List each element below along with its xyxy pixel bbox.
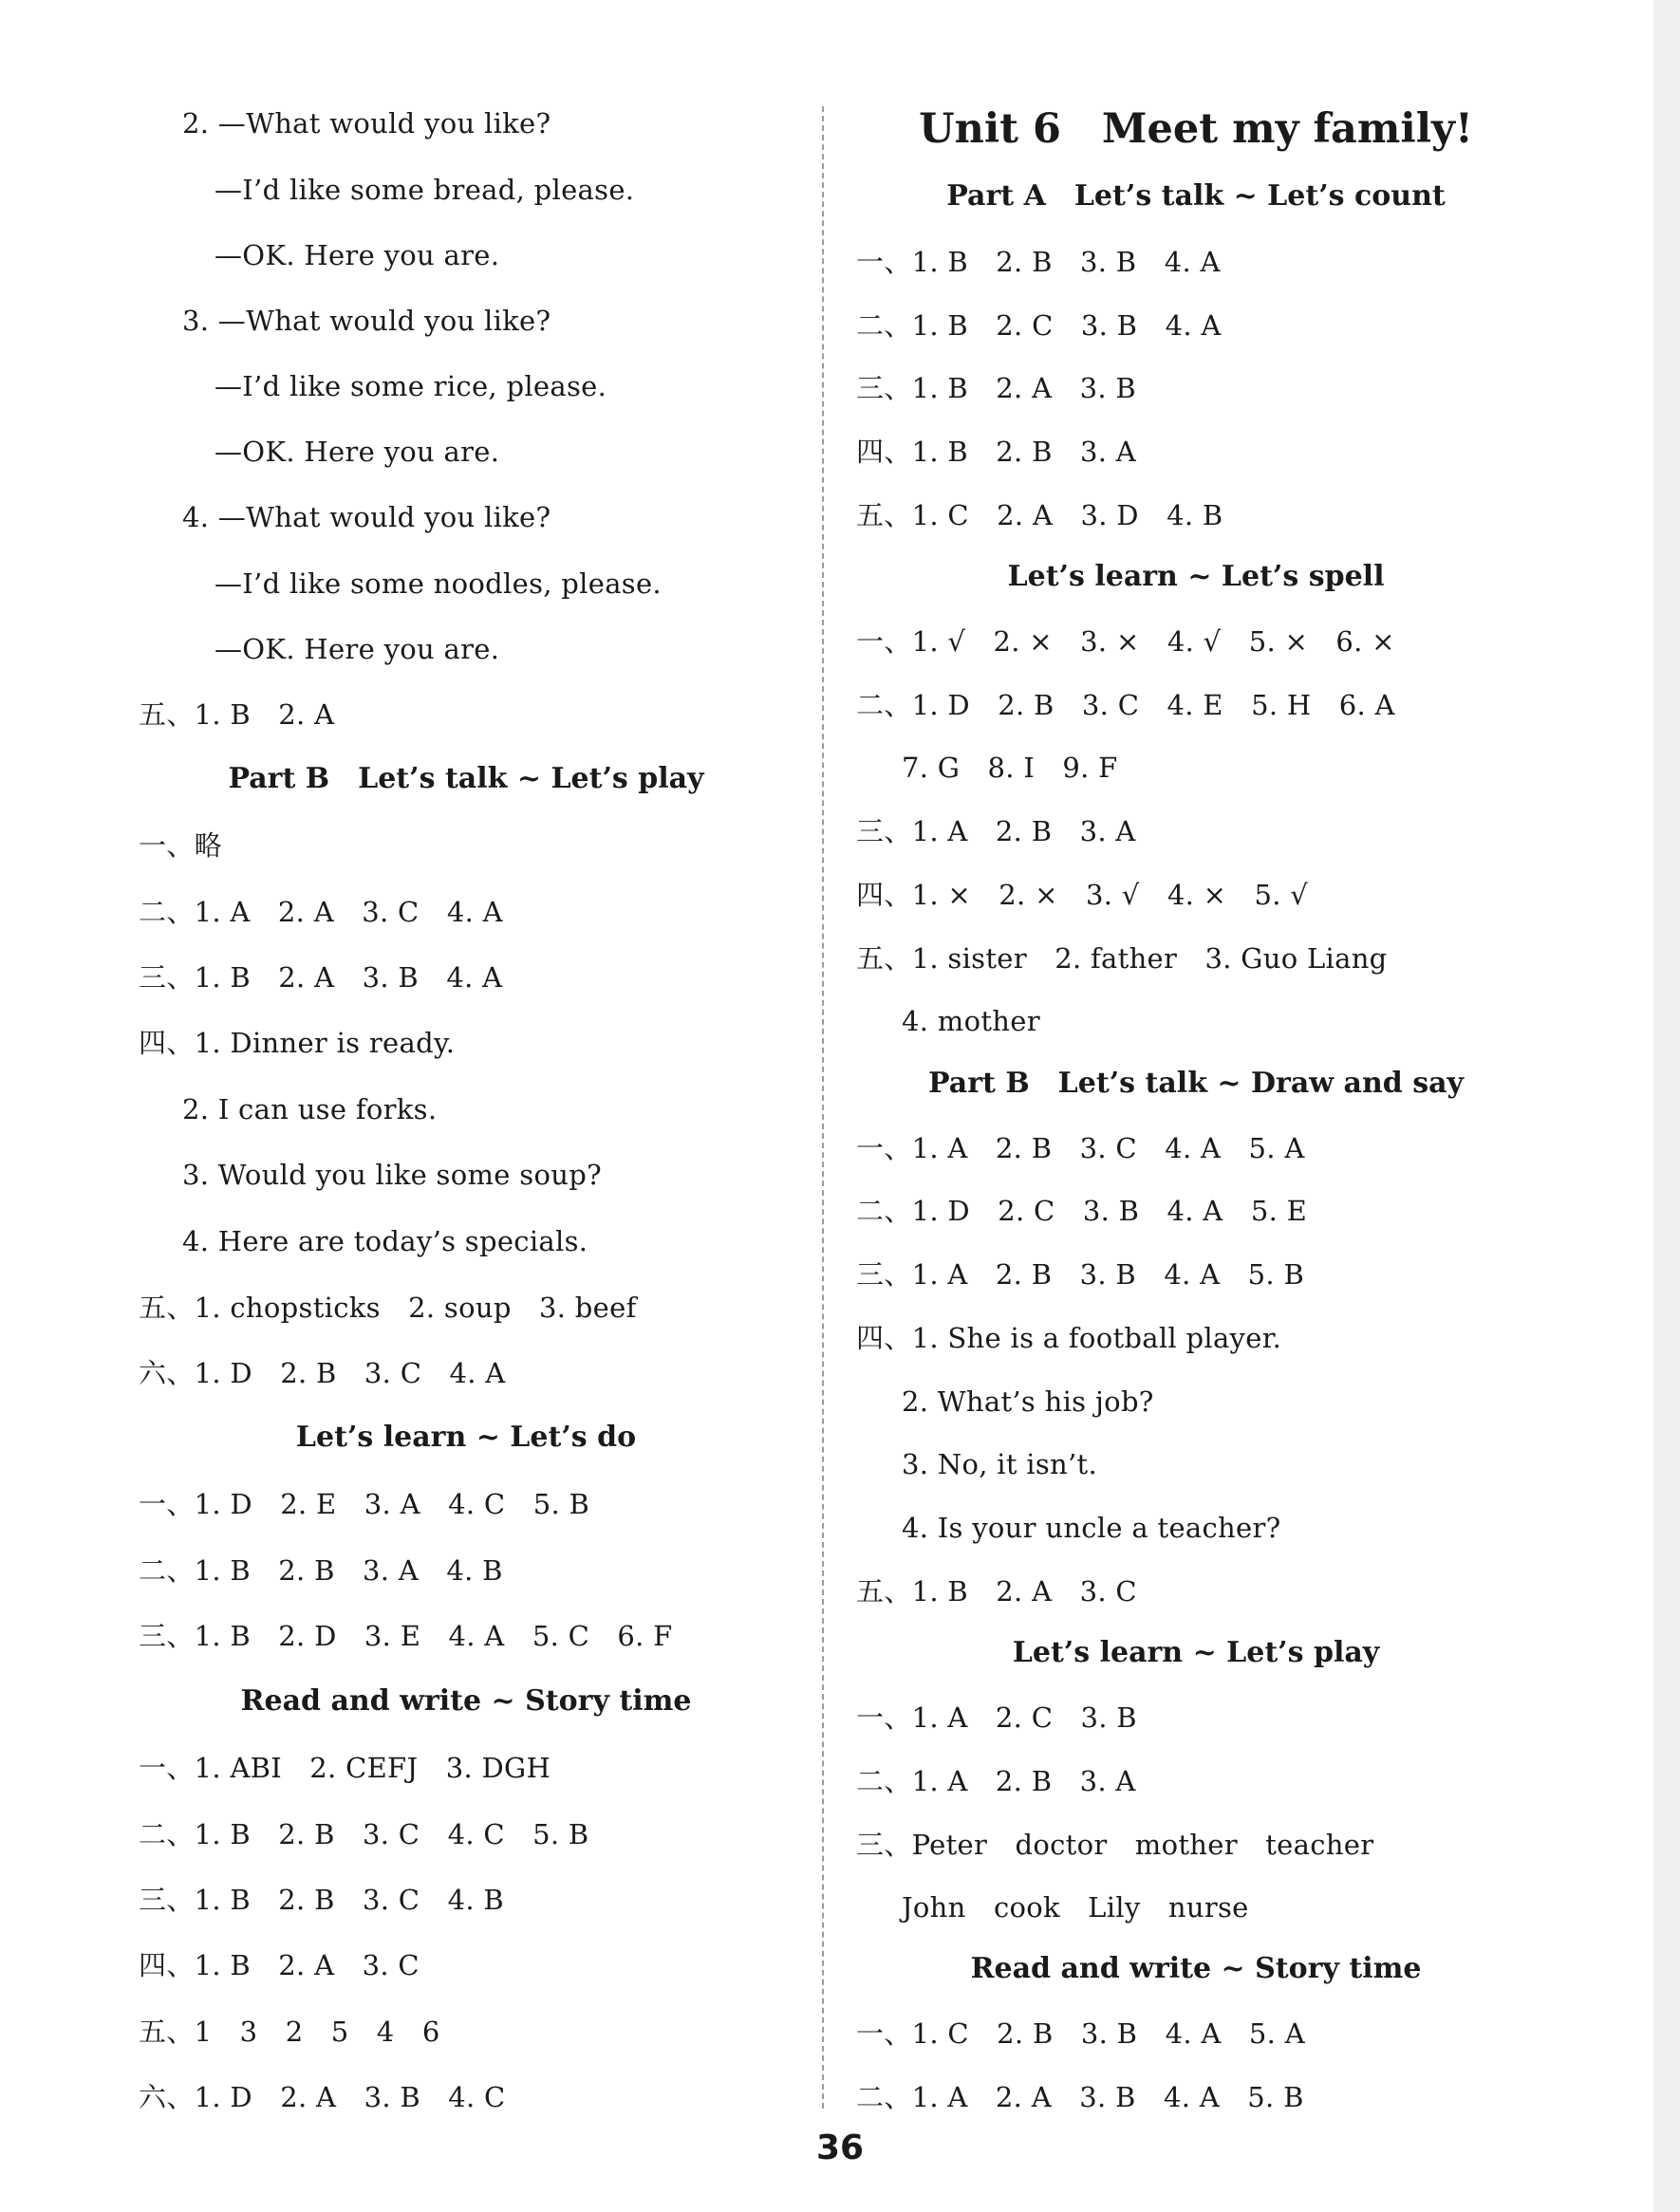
answer-line: 二、1. A 2. B 3. A [856, 1765, 1136, 1797]
answer-line: 一、1. √ 2. × 3. × 4. √ 5. × 6. × [856, 625, 1395, 658]
section-heading: Read and write ~ Story time [240, 1684, 692, 1718]
answer-line: 4. —What would you like? [182, 501, 551, 533]
answer-line: 3. No, it isn’t. [902, 1448, 1098, 1480]
answer-line: 五、1. B 2. A [139, 698, 335, 731]
answer-line: 一、1. A 2. B 3. C 4. A 5. A [856, 1132, 1305, 1164]
answer-line: 五、1. chopsticks 2. soup 3. beef [139, 1292, 637, 1324]
answer-line: 二、1. D 2. B 3. C 4. E 5. H 6. A [856, 689, 1395, 721]
answer-line: 一、1. D 2. E 3. A 4. C 5. B [139, 1488, 590, 1520]
answer-line: 一、1. ABI 2. CEFJ 3. DGH [139, 1752, 551, 1784]
answer-line: 四、1. B 2. A 3. C [139, 1949, 420, 1981]
answer-line: 二、1. B 2. B 3. A 4. B [139, 1554, 503, 1587]
answer-line: 二、1. A 2. A 3. C 4. A [139, 896, 503, 928]
answer-line: 一、略 [139, 829, 222, 862]
column-divider [822, 106, 824, 2109]
answer-line: 四、1. B 2. B 3. A [856, 436, 1137, 468]
answer-line: 五、1. C 2. A 3. D 4. B [856, 499, 1223, 531]
section-heading: Let’s learn ~ Let’s do [295, 1421, 637, 1454]
page-number: 36 [815, 2128, 865, 2167]
answer-line: 六、1. D 2. A 3. B 4. C [139, 2081, 506, 2113]
answer-line: 2. What’s his job? [902, 1385, 1154, 1418]
answer-line: 2. I can use forks. [182, 1093, 438, 1125]
answer-line: 四、1. Dinner is ready. [139, 1027, 456, 1059]
answer-line: 三、1. B 2. A 3. B [856, 372, 1137, 404]
answer-line: 4. mother [902, 1005, 1040, 1037]
section-heading: Let’s learn ~ Let’s spell [1007, 560, 1385, 593]
answer-line: 三、1. B 2. A 3. B 4. A [139, 961, 503, 994]
answer-line: 一、1. C 2. B 3. B 4. A 5. A [856, 2017, 1305, 2050]
section-heading: Read and write ~ Story time [970, 1952, 1422, 1985]
answer-line: 4. Is your uncle a teacher? [902, 1512, 1281, 1544]
answer-line: 五、1. B 2. A 3. C [856, 1575, 1137, 1608]
answer-line: 四、1. × 2. × 3. √ 4. × 5. √ [856, 879, 1309, 911]
answer-line: 四、1. She is a football player. [856, 1322, 1282, 1354]
answer-line: 二、1. A 2. A 3. B 4. A 5. B [856, 2081, 1304, 2113]
answer-line: 六、1. D 2. B 3. C 4. A [139, 1357, 506, 1389]
answer-line: 二、1. D 2. C 3. B 4. A 5. E [856, 1195, 1308, 1227]
answer-line: —I’d like some bread, please. [215, 174, 635, 206]
answer-line: 三、1. A 2. B 3. A [856, 815, 1136, 847]
answer-line: 五、1 3 2 5 4 6 [139, 2016, 440, 2048]
answer-line: 三、Peter doctor mother teacher [856, 1829, 1374, 1861]
answer-line: —OK. Here you are. [215, 436, 500, 468]
answer-line: 二、1. B 2. C 3. B 4. A [856, 309, 1222, 342]
section-heading: Let’s learn ~ Let’s play [1012, 1636, 1380, 1669]
answer-line: —I’d like some noodles, please. [215, 567, 662, 600]
unit-title: Unit 6 Meet my family! [919, 105, 1473, 153]
answer-line: 4. Here are today’s specials. [182, 1225, 588, 1257]
answer-line: 3. Would you like some soup? [182, 1159, 602, 1191]
answer-line: 二、1. B 2. B 3. C 4. C 5. B [139, 1818, 589, 1850]
answer-line: 7. G 8. I 9. F [902, 752, 1118, 784]
section-heading: Part B Let’s talk ~ Let’s play [228, 762, 704, 795]
answer-line: —I’d like some rice, please. [215, 370, 607, 402]
answer-line: —OK. Here you are. [215, 239, 500, 271]
answer-line: 五、1. sister 2. father 3. Guo Liang [856, 942, 1388, 975]
answer-line: 三、1. B 2. D 3. E 4. A 5. C 6. F [139, 1620, 673, 1652]
answer-line: 一、1. A 2. C 3. B [856, 1701, 1137, 1734]
answer-line: John cook Lily nurse [902, 1891, 1249, 1924]
answer-line: 三、1. B 2. B 3. C 4. B [139, 1884, 504, 1916]
page-edge-shadow [1653, 0, 1680, 2212]
answer-line: 三、1. A 2. B 3. B 4. A 5. B [856, 1258, 1305, 1291]
answer-line: 2. —What would you like? [182, 107, 551, 139]
answer-line: 3. —What would you like? [182, 305, 551, 337]
section-heading: Part B Let’s talk ~ Draw and say [928, 1067, 1464, 1100]
answer-line: —OK. Here you are. [215, 633, 500, 665]
section-heading: Part A Let’s talk ~ Let’s count [946, 179, 1446, 213]
answer-line: 一、1. B 2. B 3. B 4. A [856, 246, 1221, 278]
